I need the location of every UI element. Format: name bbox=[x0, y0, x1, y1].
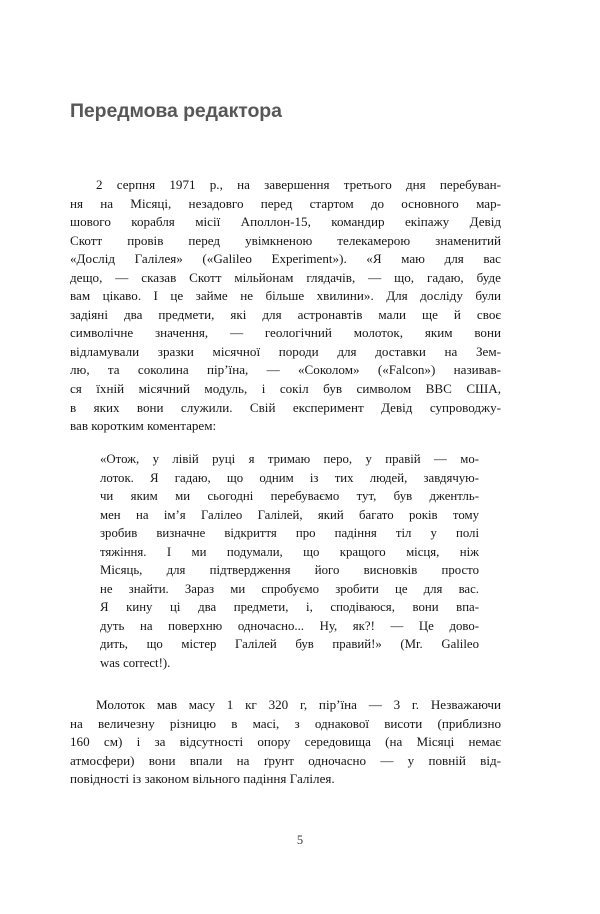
text-line: відламували зразки місячної породи для доставки на Зем- bbox=[70, 343, 501, 359]
text-line: Я кину ці два предмети, і, сподіваюся, вони впа- bbox=[100, 600, 479, 614]
page-number: 5 bbox=[296, 833, 304, 847]
text-line: на величезну різницю в масі, з однакової висоти (приблизно bbox=[70, 715, 501, 731]
text-line: дуть на поверхню одночасно... Ну, як?! — Це дово- bbox=[100, 618, 479, 633]
text-line: Молоток мав масу 1 кг 320 г, пір’їна — 3 г. Незважаючи bbox=[96, 697, 501, 712]
quotation-text bbox=[100, 450, 479, 672]
text-line: шового корабля місії Аполлон-15, командир екіпажу Девід bbox=[70, 214, 501, 230]
text-line: 2 серпня 1971 р., на завершення третього дня перебуван- bbox=[96, 177, 501, 192]
text-line: чи яким ми сьогодні перебуваємо тут, був джентль- bbox=[100, 489, 479, 503]
text-line: was correct!). bbox=[100, 655, 171, 670]
paragraph-text bbox=[70, 176, 501, 436]
text-line: задіяні два предмети, які для астронавтів мали ще й своє bbox=[70, 306, 501, 322]
page-title: Передмова редактора bbox=[70, 100, 282, 123]
text-line: ня на Місяці, незадовго перед стартом до основного мар- bbox=[70, 195, 501, 211]
closing-paragraph bbox=[70, 696, 501, 789]
text-line: повідності із законом вільного падіння Галілея. bbox=[70, 771, 335, 787]
text-line: лю, та соколина пір’їна, — «Соколом» («Falcon») називав- bbox=[70, 362, 501, 378]
text-line: не знайти. Зараз ми спробуємо зробити це для вас. bbox=[100, 581, 479, 596]
text-line: символічне значення, — геологічний молоток, яким вони bbox=[70, 325, 501, 341]
text-line: Місяць, для підтвердження його висновків просто bbox=[100, 563, 479, 577]
text-line: «Отож, у лівій руці я тримаю перо, у правій — мо- bbox=[100, 452, 479, 466]
text-line: «Дослід Галілея» («Galileo Experiment»). «Я маю для вас bbox=[70, 251, 501, 267]
text-line: вам цікаво. І це займе не більше хвилини». Для досліду були bbox=[70, 288, 501, 304]
text-line: лоток. Я гадаю, що одним із тих людей, завдячую- bbox=[100, 470, 479, 485]
text-line: мен на ім’я Галілео Галілей, який багато років тому bbox=[100, 507, 479, 522]
text-line: дещо, — сказав Скотт мільйонам глядачів, — що, гадаю, буде bbox=[70, 269, 501, 285]
text-line: зробив визначне відкриття про падіння тіл у полі bbox=[100, 526, 479, 540]
text-line: тяжіння. І ми подумали, що кращого місця, ніж bbox=[100, 544, 479, 559]
text-line: ся їхній місячний модуль, і сокіл був символом ВВС США, bbox=[70, 381, 501, 397]
text-line: вав коротким коментарем: bbox=[70, 418, 217, 434]
paragraph-text bbox=[70, 696, 501, 789]
opening-paragraph bbox=[70, 176, 501, 436]
block-quotation bbox=[100, 450, 479, 672]
text-line: в яких вони служили. Свій експеримент Девід супроводжу- bbox=[70, 399, 501, 415]
text-line: 160 см) і за відсутності опору середовища (на Місяці немає bbox=[70, 734, 501, 750]
text-line: атмосфери) вони впали на ґрунт одночасно — у повній від- bbox=[70, 752, 501, 768]
text-line: Скотт провів перед увімкненою телекамерою знаменитий bbox=[70, 232, 501, 248]
text-line: дить, що містер Галілей був правий!» (Mr. Galileo bbox=[100, 637, 479, 651]
